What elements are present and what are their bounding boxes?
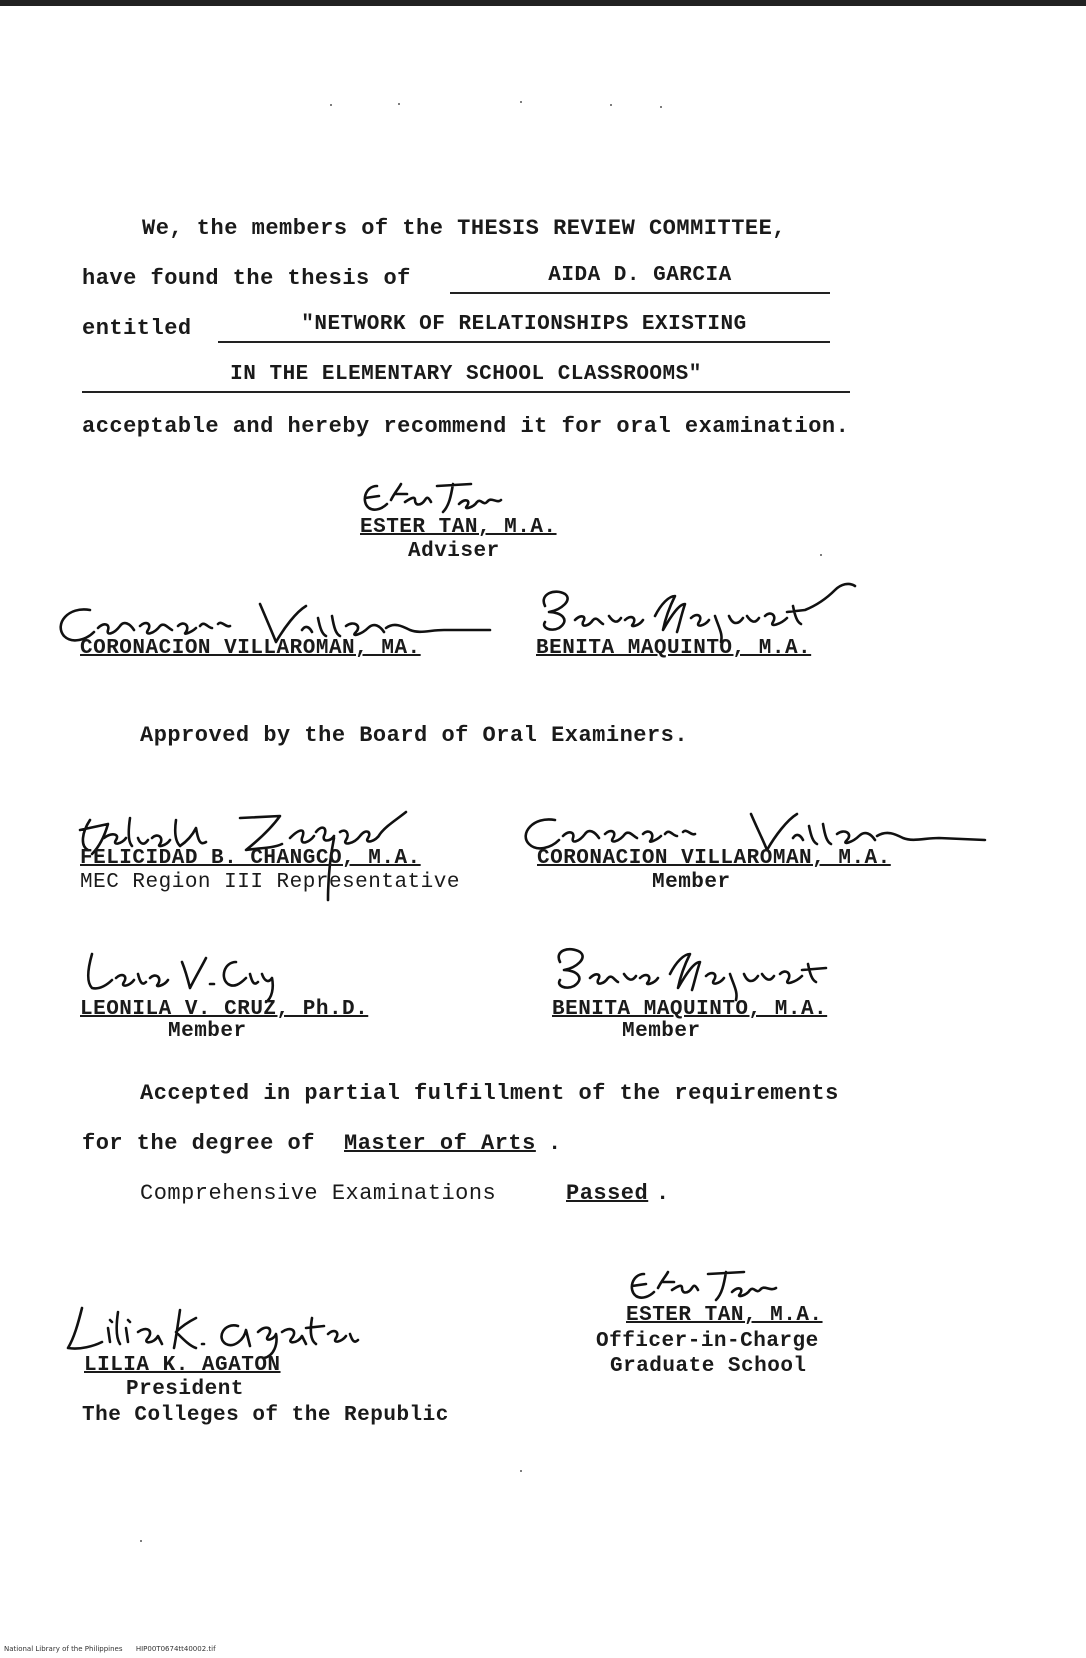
president-org: The Colleges of the Republic xyxy=(82,1404,449,1427)
review-member-2-name: BENITA MAQUINTO, M.A. xyxy=(536,637,812,660)
oral-board-member-2-role: Member xyxy=(168,1020,247,1043)
thesis-title-part-2: IN THE ELEMENTARY SCHOOL CLASSROOMS" xyxy=(82,363,850,393)
oral-board-member-1-role: Member xyxy=(652,871,731,894)
degree-name: Master of Arts xyxy=(344,1131,536,1156)
oic-name: ESTER TAN, M.A. xyxy=(626,1304,823,1327)
adviser-role: Adviser xyxy=(408,540,500,563)
scan-speck xyxy=(140,1540,142,1542)
comprehensive-exam-result: Passed xyxy=(566,1181,649,1206)
scan-speck xyxy=(520,101,522,103)
scan-speck xyxy=(610,104,612,106)
intro-line-5: acceptable and hereby recommend it for oral examination. xyxy=(82,414,850,439)
intro-line-1: We, the members of the THESIS REVIEW COMMITTEE, xyxy=(142,216,787,241)
thesis-title-part-1: "NETWORK OF RELATIONSHIPS EXISTING xyxy=(218,313,830,343)
scan-footer: National Library of the Philippines HIP00T0674tt40002.tif xyxy=(4,1645,216,1653)
acceptance-line-1: Accepted in partial fulfillment of the requirements xyxy=(140,1081,839,1106)
scan-speck xyxy=(660,106,662,108)
oral-board-rep-role: MEC Region III Representative xyxy=(80,871,460,894)
intro-line-2-prefix: have found the thesis of xyxy=(82,266,411,291)
oral-board-rep-name: FELICIDAD B. CHANGCO, M.A. xyxy=(80,847,421,870)
president-name: LILIA K. AGATON xyxy=(84,1354,281,1377)
president-role: President xyxy=(126,1378,244,1401)
oral-board-member-3-name: BENITA MAQUINTO, M.A. xyxy=(552,998,828,1021)
scan-speck xyxy=(520,1470,522,1472)
scan-speck xyxy=(330,104,332,106)
signature-benita-maquinto-board xyxy=(540,938,840,1002)
signature-benita-maquinto-review xyxy=(525,576,865,646)
scan-speck xyxy=(398,103,400,105)
oic-org: Graduate School xyxy=(610,1355,807,1378)
oral-board-member-2-name: LEONILA V. CRUZ, Ph.D. xyxy=(80,998,369,1021)
comp-period: . xyxy=(656,1181,670,1206)
comprehensive-exam-label: Comprehensive Examinations xyxy=(140,1181,497,1206)
acceptance-period: . xyxy=(548,1131,562,1156)
oic-role: Officer-in-Charge xyxy=(596,1330,819,1353)
thesis-author: AIDA D. GARCIA xyxy=(450,264,830,294)
oral-board-member-3-role: Member xyxy=(622,1020,701,1043)
oral-board-member-1-name: CORONACION VILLAROMAN, M.A. xyxy=(537,847,891,870)
intro-line-3-prefix: entitled xyxy=(82,316,192,341)
signature-leonila-cruz xyxy=(78,944,288,1004)
review-member-1-name: CORONACION VILLAROMAN, MA. xyxy=(80,637,421,660)
acceptance-line-2-prefix: for the degree of xyxy=(82,1131,315,1156)
adviser-name: ESTER TAN, M.A. xyxy=(360,516,557,539)
signature-lilia-agaton xyxy=(60,1298,360,1360)
scan-speck xyxy=(820,554,822,556)
approved-statement: Approved by the Board of Oral Examiners. xyxy=(140,723,689,748)
scan-top-border xyxy=(0,0,1086,6)
